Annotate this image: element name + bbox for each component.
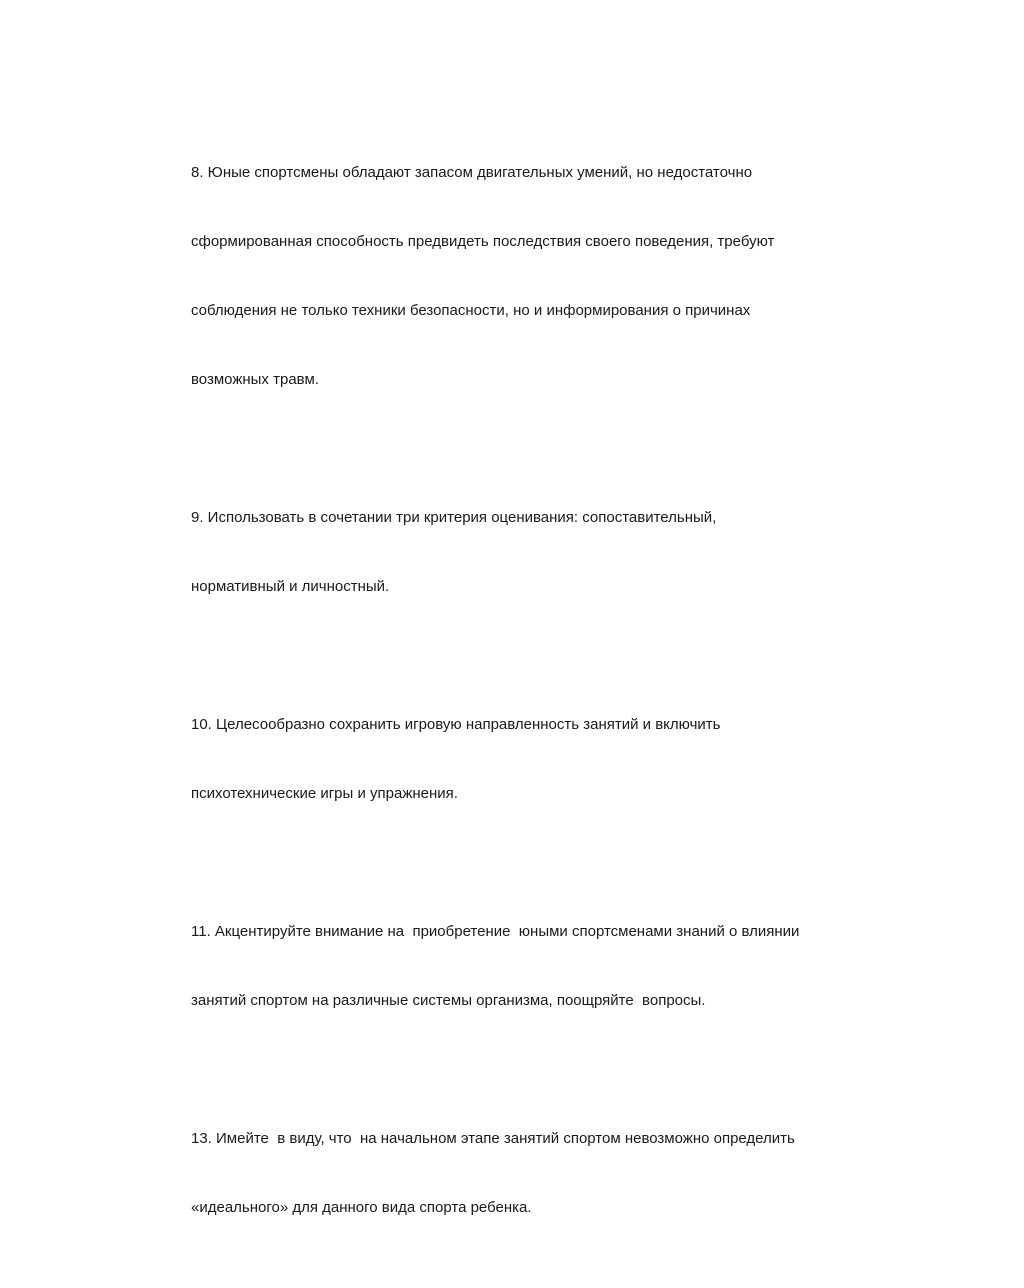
text-line: 11. Акцентируйте внимание на приобретение юными спортсменами знаний о влиянии [191,923,800,940]
paragraph-8 [191,115,871,437]
text-line: сформированная способность предвидеть последствия своего поведения, требуют [191,233,775,250]
text-line: 13. Имейте в виду, что на начальном этапе занятий спортом невозможно определить [191,1130,795,1147]
text-line: 9. Использовать в сочетании три критерия оценивания: сопоставительный, [191,509,717,526]
text-line: соблюдения не только техники безопасности, но и информирования о причинах [191,302,751,319]
paragraph-10 [191,667,871,851]
text-line: возможных травм. [191,371,319,388]
text-line: нормативный и личностный. [191,578,390,595]
paragraph-9 [191,460,871,644]
text-line: психотехнические игры и упражнения. [191,785,458,802]
text-line: занятий спортом на различные системы организма, поощряйте вопросы. [191,992,706,1009]
text-line: «идеального» для данного вида спорта ребенка. [191,1199,532,1216]
slide-text-body [191,115,871,1288]
paragraph-11 [191,874,871,1058]
paragraph-13 [191,1081,871,1265]
text-line: 8. Юные спортсмены обладают запасом двигательных умений, но недостаточно [191,164,753,181]
text-line: 10. Целесообразно сохранить игровую направленность занятий и включить [191,716,721,733]
